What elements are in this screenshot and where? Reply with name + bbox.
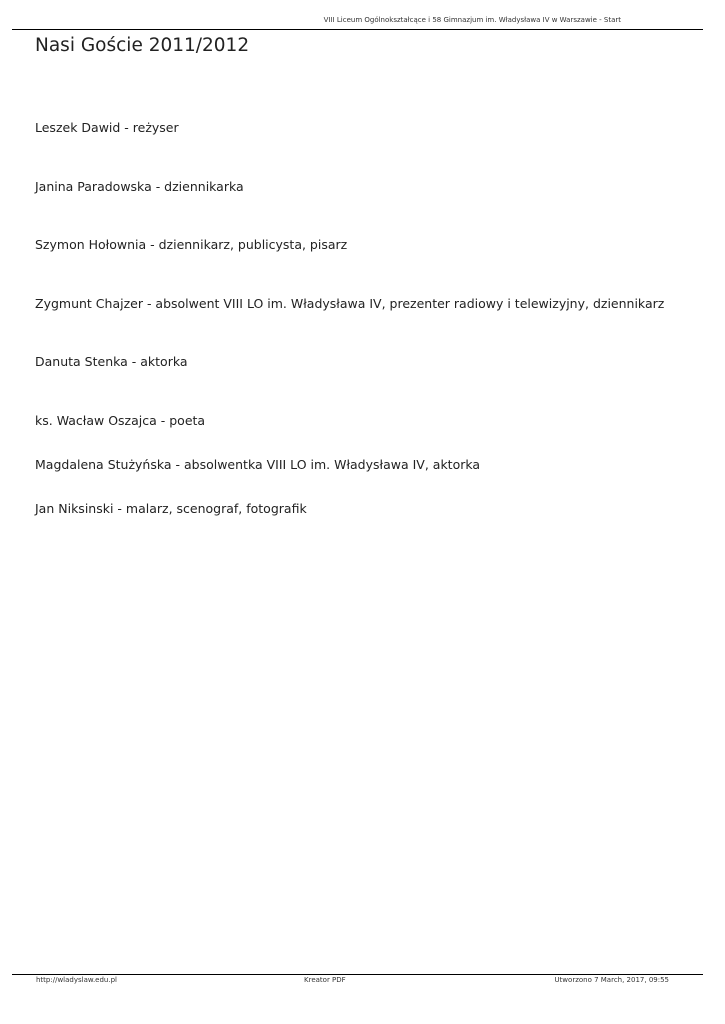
header-divider	[12, 29, 703, 30]
guest-item: Danuta Stenka - aktorka	[35, 354, 188, 369]
guest-item: Magdalena Stużyńska - absolwentka VIII LO im. Władysława IV, aktorka	[35, 457, 481, 472]
page-title: Nasi Goście 2011/2012	[35, 35, 250, 56]
guest-item: ks. Wacław Oszajca - poeta	[35, 413, 206, 428]
footer-url: http://wladyslaw.edu.pl	[36, 976, 117, 984]
footer-created-date: Utworzono 7 March, 2017, 09:55	[554, 976, 669, 984]
guest-item: Zygmunt Chajzer - absolwent VIII LO im. Władysława IV, prezenter radiowy i telewizyjny, dziennikarz	[35, 296, 665, 311]
footer-divider	[12, 974, 703, 975]
header-site-title: VIII Liceum Ogólnokształcące i 58 Gimnazjum im. Władysława IV w Warszawie - Start	[323, 16, 621, 24]
guest-item: Jan Niksinski - malarz, scenograf, fotografik	[35, 501, 307, 516]
guest-item: Janina Paradowska - dziennikarka	[35, 179, 244, 194]
footer-generator: Kreator PDF	[304, 976, 346, 984]
guest-item: Szymon Hołownia - dziennikarz, publicysta, pisarz	[35, 237, 348, 252]
guest-item: Leszek Dawid - reżyser	[35, 120, 179, 135]
